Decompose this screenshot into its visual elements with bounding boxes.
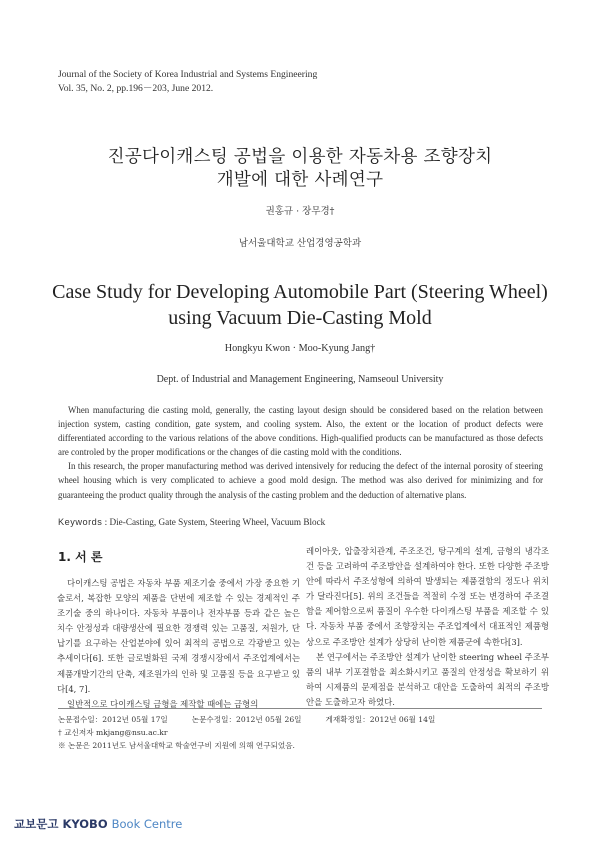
keywords-list: : Die-Casting, Gate System, Steering Wheel, Vacuum Block (102, 517, 326, 527)
section-title-introduction: 1. 서 론 (58, 550, 103, 564)
korean-title-line1: 진공다이캐스팅 공법을 이용한 자동차용 조향장치 (107, 147, 493, 167)
publisher-name-en: KYOBO (62, 817, 108, 831)
footnote-divider (58, 708, 542, 709)
keywords-label: Keywords (58, 517, 103, 527)
abstract-paragraph-1: When manufacturing die casting mold, generally, the casting layout design should be considered based on the relation between injection system, casting condition, gate system, and cooling system. Also, the extent or the location of product defects were differentiated according to the various relations of the above conditions. High-qualified products can be manufactured as those defects are controled by the proper modifications or the changes of die casting mold with the conditions. (58, 405, 543, 458)
english-title-line1: Case Study for Developing Automobile Part (Steering Wheel) (52, 281, 548, 303)
english-title-line2: using Vacuum Die-Casting Mold (168, 307, 432, 329)
korean-title (0, 146, 600, 192)
korean-title-line2: 개발에 대한 사례연구 (216, 170, 384, 190)
body-paragraph: 다이캐스팅 공법은 자동차 부품 제조기술 중에서 가장 중요한 기술로서, 복잡한 모양의 제품을 단번에 제조할 수 있는 경제적인 주조기술 중의 하나이다. 자동차 부품이나 전자부품 등과 같은 높은 치수 안정성과 대량생산에 필요한 경쟁력 있는 고품질, 저원가, 단납기를 요구하는 산업분야에 있어 최적의 공법으로 각광받고 있는 추세이다[6]. 또한 글로벌화된 국제 경쟁시장에서 주조업계에서는 제품개발기간의 단축, 제조원가의 인하 및 고품질 등을 요구받고 있다[4, 7]. (57, 578, 300, 694)
abstract (58, 403, 543, 502)
journal-volume: Vol. 35, No. 2, pp.196－203, June 2012. (58, 83, 214, 94)
journal-header (58, 68, 317, 96)
body-paragraph: 일반적으로 다이캐스팅 금형을 제작할 때에는 금형의 (67, 698, 259, 709)
korean-authors: 권홍규 · 장무경† (265, 206, 335, 217)
body-column-right (306, 544, 549, 710)
english-authors: Hongkyu Kwon · Moo-Kyung Jang† (224, 343, 376, 354)
publisher-name-kr: 교보문고 (14, 817, 59, 831)
english-affiliation: Dept. of Industrial and Management Engineering, Namseoul University (156, 374, 444, 385)
publisher-suffix: Book Centre (111, 817, 183, 831)
keywords (58, 517, 325, 527)
english-title (0, 279, 600, 331)
corresponding-author: † 교신저자 mkjang@nsu.ac.kr (58, 728, 168, 737)
received-date: 논문접수일：2012년 05월 17일 (58, 715, 168, 724)
revised-date: 논문수정일：2012년 05월 26일 (191, 715, 302, 724)
accepted-date: 게재확정일：2012년 06월 14일 (325, 715, 436, 724)
funding-note: ※ 논문은 2011년도 남서울대학교 학술연구비 지원에 의해 연구되었음. (58, 741, 295, 750)
publisher-watermark (14, 816, 182, 832)
footnotes (58, 713, 459, 752)
korean-affiliation: 남서울대학교 산업경영공학과 (238, 238, 362, 249)
body-paragraph: 본 연구에서는 주조방안 설계가 난이한 steering wheel 주조부품의 내부 기포결함을 최소화시키고 품질의 안정성을 확보하기 위하여 시제품의 문제점을 분석하고 대안을 도출하여 최적의 주조방안을 도출하고자 하였다. (306, 651, 549, 707)
body-paragraph: 레이아웃, 압출장치관계, 주조조건, 탕구계의 설계, 금형의 냉각조건 등을 고려하여 주조방안을 설계하여야 한다. 또한 다양한 주조방안에 따라서 주조성형에 의하여 발생되는 제품결함의 정도나 위치가 달라진다[5]. 위의 조건들을 적절히 수정 또는 변경하여 주조결함을 제어함으로써 품질이 우수한 다이캐스팅 부품을 제조할 수 있다. 자동차 부품 중에서 조향장치는 주조업계에서 대표적인 제품형상으로 주조방안 설계가 상당히 난이한 제품군에 속한다[3]. (306, 546, 549, 647)
abstract-paragraph-2: In this research, the proper manufacturing method was derived intensively for reducing the defect of the internal porosity of steering wheel housing which is very complicated to achieve a good mold design. The method was also derived for minimizing and for guaranteeing the product quality through the analysis of the casting problem and the deduction of alternative plans. (58, 461, 543, 500)
journal-name: Journal of the Society of Korea Industrial and Systems Engineering (58, 69, 318, 80)
submission-dates (58, 713, 459, 726)
body-column-left (57, 576, 300, 712)
